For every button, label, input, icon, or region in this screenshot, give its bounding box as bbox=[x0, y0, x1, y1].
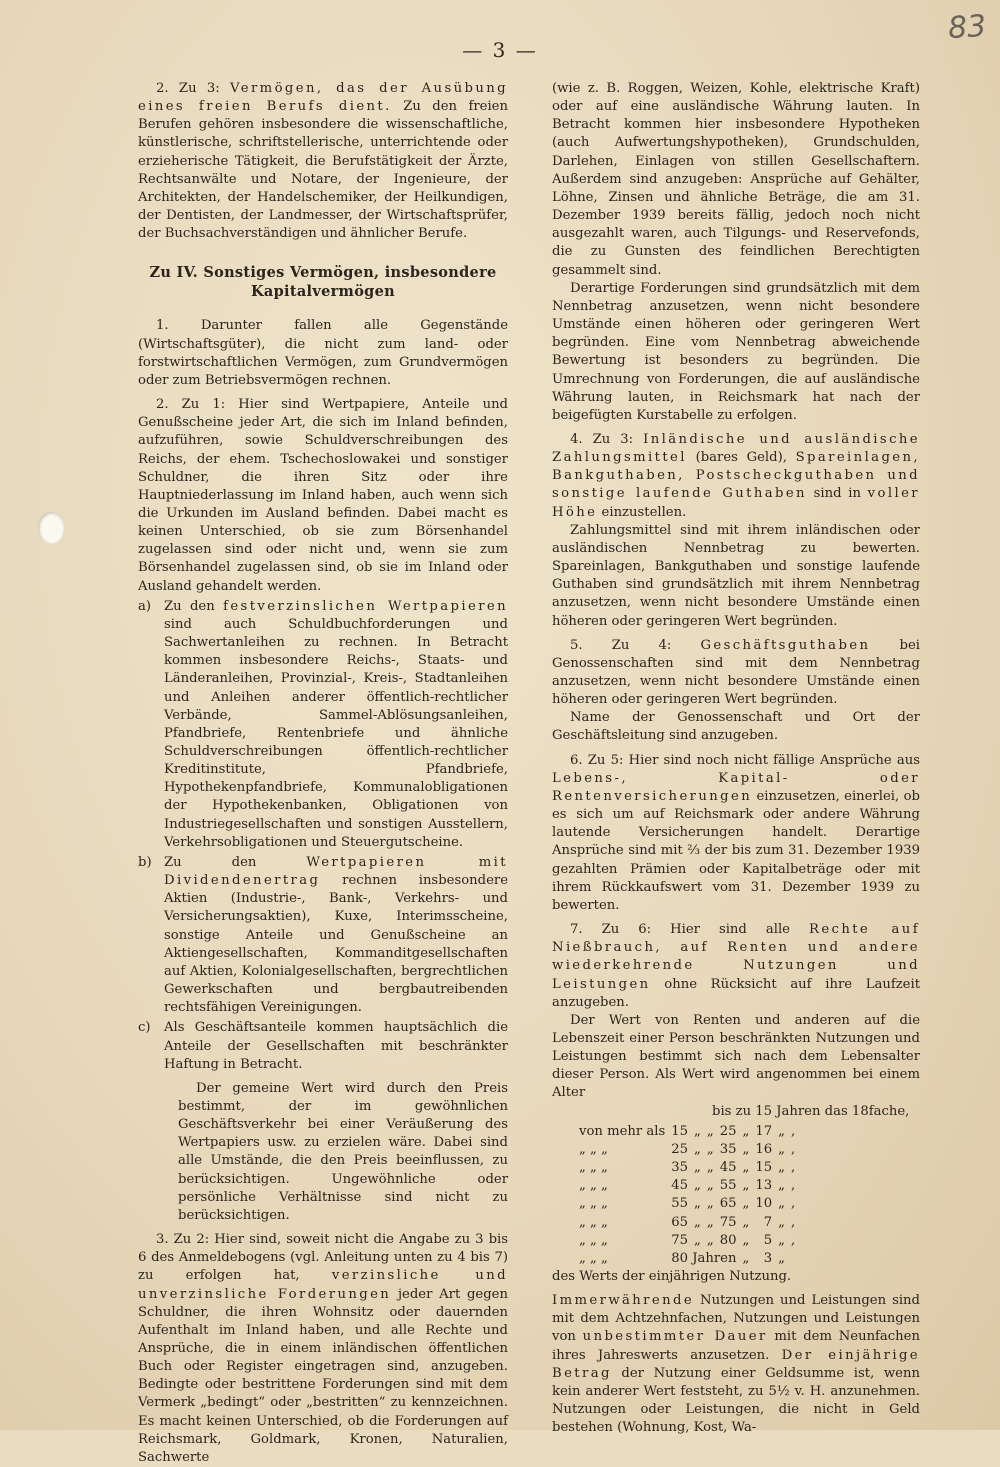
text-fragment: der Nutzung einer Geldsumme ist, wenn kein anderer Wert feststeht, zu 5½ v. H. anzunehmen. Nutzungen oder Leistungen, die nicht in Geld bestehen (Wohnung, Kost, Wa- bbox=[552, 1365, 920, 1436]
table-cell: „ bbox=[742, 1250, 750, 1266]
table-cell: 3 bbox=[763, 1250, 773, 1266]
table-cell: „ bbox=[778, 1196, 785, 1212]
left-column bbox=[138, 80, 508, 1467]
table-cell: „ bbox=[778, 1160, 785, 1176]
paragraph-label: 2. Zu 3: bbox=[156, 81, 220, 96]
paragraph-3 bbox=[138, 1231, 508, 1467]
table-cell: „ bbox=[694, 1178, 701, 1194]
list-item-text: sind auch Schuldbuchforderungen und Sachwertanleihen zu rechnen. In Betracht kommen insbesondere Reichs-, Staats- und Länderanleihen, Provinzial-, Kreis-, Stadtanleihen und Anleihen anderer öffentlich-rechtlicher Verbände, Sammel-Ablösungsanleihen, Pfandbriefe, Rentenbriefe und ähnliche Schuldverschreibungen öffentlich-rechtlicher Kreditinstitute, Pfandbriefe, Hypothekenpfandbriefe, Kommunalobligationen der Hypothekenbanken, Obligationen von Industriegesellschaften und sonstigen Ausstellern, Verkehrsobligationen und Steuergutscheine. bbox=[164, 616, 508, 850]
table-cell: „ bbox=[742, 1214, 750, 1230]
table-cell: 65 bbox=[719, 1196, 737, 1212]
paragraph-4 bbox=[552, 431, 920, 522]
table-row bbox=[576, 1195, 798, 1213]
table-cell: „ bbox=[742, 1141, 750, 1157]
section-heading-line-2: Kapitalvermögen bbox=[251, 283, 395, 301]
spaced-emphasis: voller Höhe bbox=[552, 486, 921, 520]
text-fragment: mit dem Neunfachen ihres Jahreswerts anzusetzen. bbox=[552, 1329, 920, 1363]
text-fragment: bei Genossenschaften sind mit dem Nennbetrag anzusetzen, wenn nicht besondere Umstände einen höheren oder geringeren Wert begründen. bbox=[552, 637, 920, 708]
spaced-emphasis: Spareinlagen, Bankguthaben, Postscheckguthaben und sonstige laufende Guthaben bbox=[552, 450, 920, 502]
text-fragment: Zu den bbox=[164, 598, 215, 614]
table-cell: , bbox=[790, 1160, 796, 1176]
table-row bbox=[576, 1141, 798, 1159]
table-cell: „ bbox=[778, 1232, 785, 1248]
text-fragment: 6. Zu 5: Hier sind noch nicht fällige Ansprüche aus bbox=[570, 752, 920, 768]
table-cell: , bbox=[790, 1123, 796, 1139]
table-cell: „ bbox=[742, 1196, 750, 1212]
table-cell: 55 bbox=[719, 1178, 737, 1194]
paragraph-label: 4. Zu 3: bbox=[570, 431, 634, 447]
table-cell: „ bbox=[706, 1232, 714, 1248]
paragraph-free-profession bbox=[138, 80, 508, 243]
spaced-emphasis: Vermögen, das der Ausübung eines freien Berufs dient. bbox=[138, 81, 508, 115]
list-item-a bbox=[138, 598, 508, 852]
text-fragment: einzustellen. bbox=[601, 504, 687, 520]
paragraph-5 bbox=[552, 637, 920, 710]
table-cell: 55 bbox=[671, 1196, 689, 1212]
table-cell: „ bbox=[778, 1214, 785, 1230]
table-cell: „ bbox=[778, 1178, 785, 1194]
paragraph-8 bbox=[552, 1292, 920, 1437]
paragraph-7 bbox=[552, 921, 920, 1012]
table-cell: „ bbox=[742, 1178, 750, 1194]
spaced-emphasis: unbestimmter Dauer bbox=[582, 1329, 768, 1345]
paragraph-claims-valuation: Derartige Forderungen sind grundsätzlich mit dem Nennbetrag anzusetzen, wenn nicht besondere Umstände einen höheren oder geringeren Wert begründen. Eine vom Nennbetrag abweichende Bewertung ist besonders zu begründen. Die Umrechnung von Forderungen, die auf ausländische Währung lauten, in Reichsmark hat nach der beigefügten Kurstabelle zu erfolgen. bbox=[552, 280, 920, 423]
age-table-first-line: bis zu 15 Jahren das 18fache, bbox=[712, 1103, 910, 1119]
text-fragment: Zu den bbox=[164, 854, 257, 870]
table-row bbox=[576, 1159, 798, 1177]
table-cell: „ bbox=[706, 1160, 714, 1176]
table-cell: „ bbox=[778, 1141, 785, 1157]
table-cell: „ „ „ bbox=[579, 1214, 608, 1230]
table-cell: „ „ „ bbox=[579, 1160, 608, 1176]
paragraph-continued: (wie z. B. Roggen, Weizen, Kohle, elektrische Kraft) oder auf eine ausländische Währung lauten. In Betracht kommen hier insbesondere Hypotheken (auch Aufwertungshypotheken), Grundschulden, Darlehen, Einlagen von stillen Gesellschaftern. Außerdem sind anzugeben: Ansprüche auf Gehälter, Löhne, Zinsen und ähnliche Beträge, die am 31. Dezember 1939 bereits fällig, jedoch noch nicht ausgezahlt waren, auch Tilgungs- und Reservefonds, die zu Gunsten des feindlichen Berechtigten gesammelt sind. bbox=[552, 81, 920, 278]
text-fragment: einzusetzen, einerlei, ob es sich um auf Reichsmark oder andere Währung lautende Versicherungen handelt. Derartige Ansprüche sind mit ⅔ der bis zum 31. Dezember 1939 gezahlten Prämien oder Kapitalbeträge oder mit ihrem Rückkaufswert vom 31. Dezember 1939 zu bewerten. bbox=[552, 788, 920, 913]
table-cell: , bbox=[790, 1196, 796, 1212]
table-cell: , bbox=[790, 1232, 796, 1248]
spaced-emphasis: Der einjährige Betrag bbox=[552, 1347, 920, 1381]
table-cell: 45 bbox=[671, 1178, 689, 1194]
table-cell: 80 bbox=[719, 1232, 737, 1248]
paragraph-6 bbox=[552, 752, 920, 915]
text-fragment: 7. Zu 6: Hier sind alle bbox=[570, 922, 790, 938]
section-heading bbox=[138, 263, 508, 301]
page-number: — 3 — bbox=[462, 38, 538, 62]
text-fragment: (bares Geld), bbox=[695, 450, 787, 466]
text-fragment: Nutzungen und Leistungen sind mit dem Achtzehnfachen, Nutzungen und Leistungen von bbox=[552, 1293, 920, 1345]
table-cell: „ bbox=[706, 1141, 714, 1157]
spaced-emphasis: Inländische und ausländische Zahlungsmittel bbox=[552, 431, 920, 466]
spaced-emphasis: Immerwährende bbox=[552, 1293, 695, 1309]
spaced-emphasis: Rechte auf Nießbrauch, auf Renten und andere wiederkehrende Nutzungen und Leistungen bbox=[552, 922, 920, 992]
table-cell: „ bbox=[706, 1178, 714, 1194]
table-cell: 7 bbox=[763, 1214, 773, 1230]
table-cell: „ „ „ bbox=[579, 1250, 608, 1266]
table-cell: „ bbox=[778, 1123, 785, 1139]
table-cell: „ bbox=[778, 1250, 785, 1266]
table-cell: „ bbox=[694, 1232, 701, 1248]
table-cell: 16 bbox=[755, 1141, 773, 1157]
table-cell: 75 bbox=[671, 1232, 689, 1248]
table-cell: 15 bbox=[671, 1123, 689, 1139]
paragraph-label: 5. Zu 4: bbox=[570, 637, 672, 653]
paragraph-7b: Der Wert von Renten und anderen auf die Lebenszeit einer Person beschränkten Nutzungen und Leistungen bestimmt sich nach dem Lebensalter dieser Person. Als Wert wird angenommen bei einem Alter bbox=[552, 1012, 920, 1101]
table-cell: „ bbox=[694, 1141, 701, 1157]
paragraph-4b: Zahlungsmittel sind mit ihrem inländischen oder ausländischen Nennbetrag zu bewerten. Spareinlagen, Bankguthaben und sonstige laufende Guthaben sind grundsätzlich mit ihrem Nennbetrag anzusetzen, wenn nicht besondere Umstände einen höheren oder geringeren Wert begründen. bbox=[552, 522, 920, 629]
table-cell: „ bbox=[706, 1214, 714, 1230]
table-cell: „ bbox=[742, 1232, 750, 1248]
list-item-b bbox=[138, 854, 508, 1017]
table-cell: 25 bbox=[719, 1123, 737, 1139]
paragraph-text: Zu den freien Berufen gehören insbesondere die wissenschaftliche, künstlerische, schriftstellerische, unterrichtende oder erzieherische Tätigkeit, die Berufstätigkeit der Ärzte, Rechtsanwälte und Notare, der Ingenieure, der Architekten, der Handelschemiker, der Heilkundigen, der Dentisten, der Landmesser, der Wirtschaftsprüfer, der Buchsachverständigen und ähnlicher Berufe. bbox=[138, 99, 508, 242]
text-fragment: jeder Art gegen Schuldner, die ihren Wohnsitz oder dauernden Aufenthalt im Inland haben, und alle Rechte und Ansprüche, die in einem inländischen öffentlichen Buch oder Register eingetragen sind, anzugeben. Bedingte oder bestrittene Forderungen sind mit dem Vermerk „bedingt“ oder „bestritten“ zu kennzeichnen. Es macht keinen Unterschied, ob die Forderungen auf Reichsmark, Goldmark, Kronen, Naturalien, Sachwerte bbox=[138, 1286, 508, 1465]
table-cell: „ bbox=[706, 1123, 714, 1139]
spaced-emphasis: Wertpapieren mit Dividendenertrag bbox=[164, 854, 508, 889]
table-cell: 10 bbox=[755, 1196, 773, 1212]
list-item-c bbox=[138, 1019, 508, 1073]
age-multiplier-table bbox=[576, 1123, 798, 1268]
list-label: a) bbox=[138, 598, 152, 614]
table-cell: 65 bbox=[671, 1214, 689, 1230]
table-cell: 45 bbox=[719, 1160, 737, 1176]
text-fragment: sind in bbox=[813, 486, 861, 502]
table-cell: 13 bbox=[755, 1178, 773, 1194]
list-item-text: Als Geschäftsanteile kommen hauptsächlich die Anteile der Gesellschaften mit beschränkter Haftung in Betracht. bbox=[164, 1020, 508, 1072]
list-label: b) bbox=[138, 854, 152, 870]
spaced-emphasis: festverzinslichen Wertpapieren bbox=[223, 598, 508, 614]
paragraph-1: 1. Darunter fallen alle Gegenstände (Wirtschaftsgüter), die nicht zum land- oder forstwirtschaftlichen Vermögen, zum Grundvermögen oder zum Betriebsvermögen rechnen. bbox=[138, 318, 508, 388]
paragraph-5b: Name der Genossenschaft und Ort der Geschäftsleitung sind anzugeben. bbox=[552, 710, 920, 744]
punch-hole bbox=[38, 512, 64, 544]
table-cell: „ „ „ bbox=[579, 1178, 608, 1194]
table-row bbox=[576, 1214, 798, 1232]
paragraph-2: 2. Zu 1: Hier sind Wertpapiere, Anteile und Genußscheine jeder Art, die sich im Inland befinden, aufzuführen, sowie Schuldverschreibungen des Reichs, der ehem. Tschechoslowakei und sonstiger Schuldner, die ihren Sitz oder ihre Hauptniederlassung im Inland haben, auch wenn sich die Urkunden im Ausland befinden. Dabei macht es keinen Unterschied, ob sie zum Börsenhandel zugelassen sind oder nicht und, wenn sie zum Börsenhandel zugelassen sind, ob sie im Inland oder Ausland gehandelt werden. bbox=[138, 397, 508, 594]
age-table-tail: des Werts der einjährigen Nutzung. bbox=[552, 1269, 792, 1284]
table-row bbox=[576, 1232, 798, 1250]
table-cell: „ „ „ bbox=[579, 1141, 608, 1157]
table-cell: 75 bbox=[719, 1214, 737, 1230]
table-cell: von mehr als bbox=[579, 1123, 666, 1139]
list-item-text: rechnen insbesondere Aktien (Industrie-, Bank-, Verkehrs- und Versicherungsaktien), Kuxe, Interimsscheine, sonstige Anteile und Genußscheine an Aktiengesellschaften, Kommanditgesellschaften auf Aktien, Kolonialgesellschaften, bergrechtlichen Gewerkschaften und bergbautreibenden rechtsfähigen Vereinigungen. bbox=[164, 873, 508, 1016]
table-row bbox=[576, 1123, 798, 1141]
table-cell: „ „ „ bbox=[579, 1232, 608, 1248]
table-cell: , bbox=[790, 1141, 796, 1157]
table-cell: „ bbox=[694, 1160, 701, 1176]
table-cell: 15 bbox=[755, 1160, 773, 1176]
table-cell: „ bbox=[742, 1123, 750, 1139]
table-cell: 5 bbox=[763, 1232, 773, 1248]
valuation-note: Der gemeine Wert wird durch den Preis bestimmt, der im gewöhnlichen Geschäftsverkehr bei einer Veräußerung des Wertpapiers usw. zu erzielen wäre. Dabei sind alle Umstände, die den Preis beeinflussen, zu berücksichtigen. Ungewöhnliche oder persönliche Verhältnisse sind nicht zu berücksichtigen. bbox=[178, 1080, 508, 1223]
table-row bbox=[576, 1250, 798, 1268]
spaced-emphasis: Lebens-, Kapital- oder Rentenversicherungen bbox=[552, 770, 920, 804]
text-fragment: 3. Zu 2: Hier sind, soweit nicht die Angabe zu 3 bis 6 des Anmeldebogens (vgl. Anleitung unten zu 4 bis 7) zu erfolgen hat, bbox=[138, 1232, 508, 1284]
handwritten-folio-number: 83 bbox=[946, 8, 988, 47]
table-cell: 35 bbox=[719, 1141, 737, 1157]
table-cell: , bbox=[790, 1178, 796, 1194]
table-cell: „ bbox=[742, 1160, 750, 1176]
table-cell: „ bbox=[694, 1123, 701, 1139]
spaced-emphasis: verzinsliche und unverzinsliche Forderungen bbox=[138, 1268, 509, 1302]
table-cell: „ bbox=[694, 1214, 701, 1230]
table-cell: „ „ „ bbox=[579, 1196, 608, 1212]
text-fragment: ohne Rücksicht auf ihre Laufzeit anzugeben. bbox=[552, 976, 920, 1010]
section-heading-line-1: Zu IV. Sonstiges Vermögen, insbesondere bbox=[149, 264, 497, 282]
list-label: c) bbox=[138, 1020, 151, 1036]
table-cell: „ bbox=[706, 1196, 714, 1212]
right-column bbox=[552, 80, 920, 1437]
table-cell: , bbox=[790, 1214, 796, 1230]
table-cell: 80 Jahren bbox=[671, 1250, 737, 1266]
table-cell: 17 bbox=[755, 1123, 773, 1139]
table-cell: 25 bbox=[671, 1141, 689, 1157]
table-cell: „ bbox=[694, 1196, 701, 1212]
spaced-emphasis: Geschäftsguthaben bbox=[700, 637, 871, 653]
table-row bbox=[576, 1177, 798, 1195]
table-cell: 35 bbox=[671, 1160, 689, 1176]
